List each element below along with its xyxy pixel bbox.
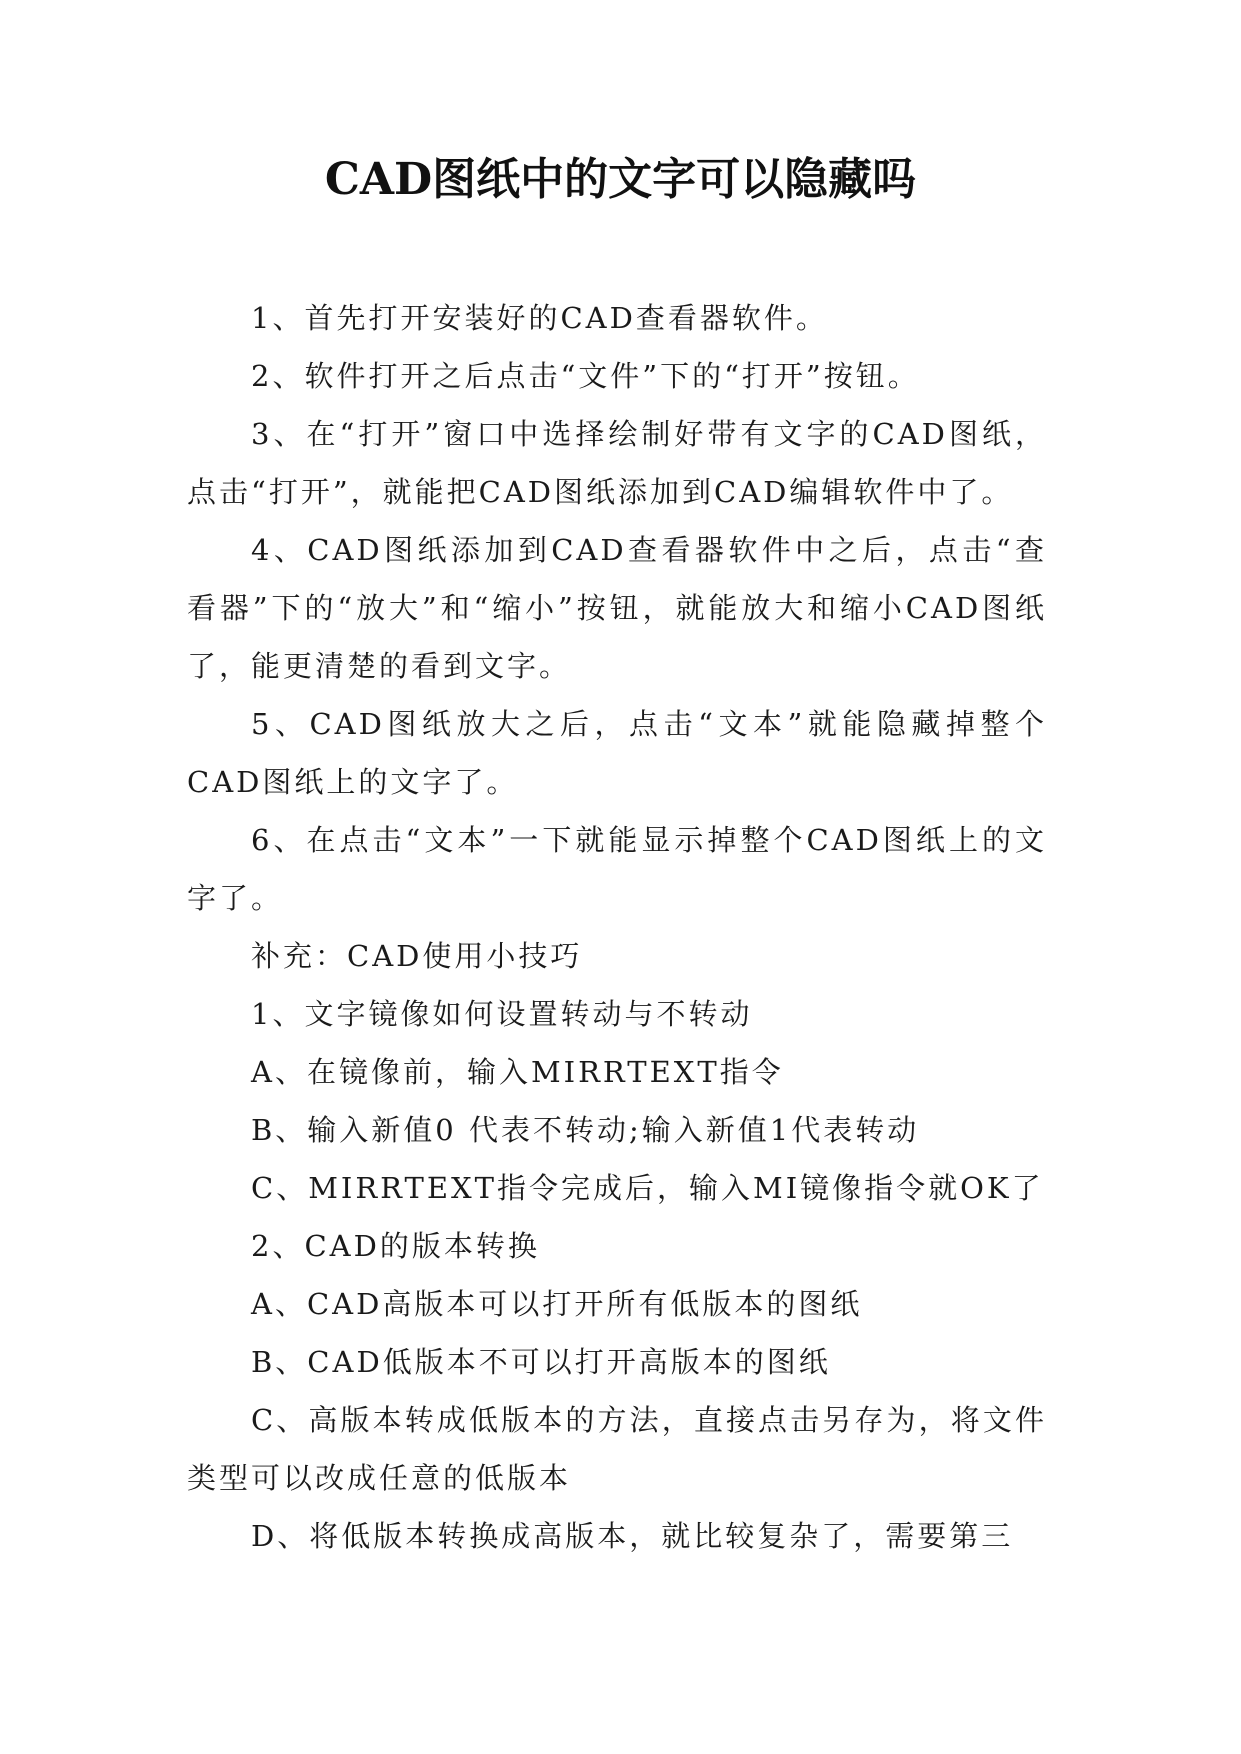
paragraph: 6、在点击“文本”一下就能显示掉整个CAD图纸上的文字了。 [187, 823, 1047, 915]
paragraph: D、将低版本转换成高版本，就比较复杂了，需要第三 [251, 1519, 1014, 1553]
document-title: CAD图纸中的文字可以隐藏吗 [324, 154, 917, 205]
paragraph: 4、CAD图纸添加到CAD查看器软件中之后，点击“查看器”下的“放大”和“缩小”按钮，就能放大和缩小CAD图纸了，能更清楚的看到文字。 [187, 533, 1047, 683]
paragraph: 2、软件打开之后点击“文件”下的“打开”按钮。 [251, 359, 920, 393]
paragraph: 2、CAD的版本转换 [251, 1229, 540, 1263]
paragraph: B、CAD低版本不可以打开高版本的图纸 [251, 1345, 831, 1379]
document-body [187, 289, 1047, 1565]
paragraph: A、CAD高版本可以打开所有低版本的图纸 [251, 1287, 863, 1321]
paragraph: C、高版本转成低版本的方法，直接点击另存为，将文件类型可以改成任意的低版本 [187, 1403, 1047, 1495]
paragraph: 1、文字镜像如何设置转动与不转动 [251, 997, 753, 1031]
paragraph: 补充：CAD使用小技巧 [251, 939, 583, 973]
paragraph: 5、CAD图纸放大之后，点击“文本”就能隐藏掉整个CAD图纸上的文字了。 [187, 707, 1047, 799]
paragraph: C、MIRRTEXT指令完成后，输入MI镜像指令就OK了 [251, 1171, 1044, 1205]
paragraph: 3、在“打开”窗口中选择绘制好带有文字的CAD图纸，点击“打开”，就能把CAD图纸添加到CAD编辑软件中了。 [187, 417, 1047, 509]
paragraph: A、在镜像前，输入MIRRTEXT指令 [251, 1055, 784, 1089]
paragraph: B、输入新值0 代表不转动;输入新值1代表转动 [251, 1113, 920, 1147]
paragraph: 1、首先打开安装好的CAD查看器软件。 [251, 301, 828, 335]
